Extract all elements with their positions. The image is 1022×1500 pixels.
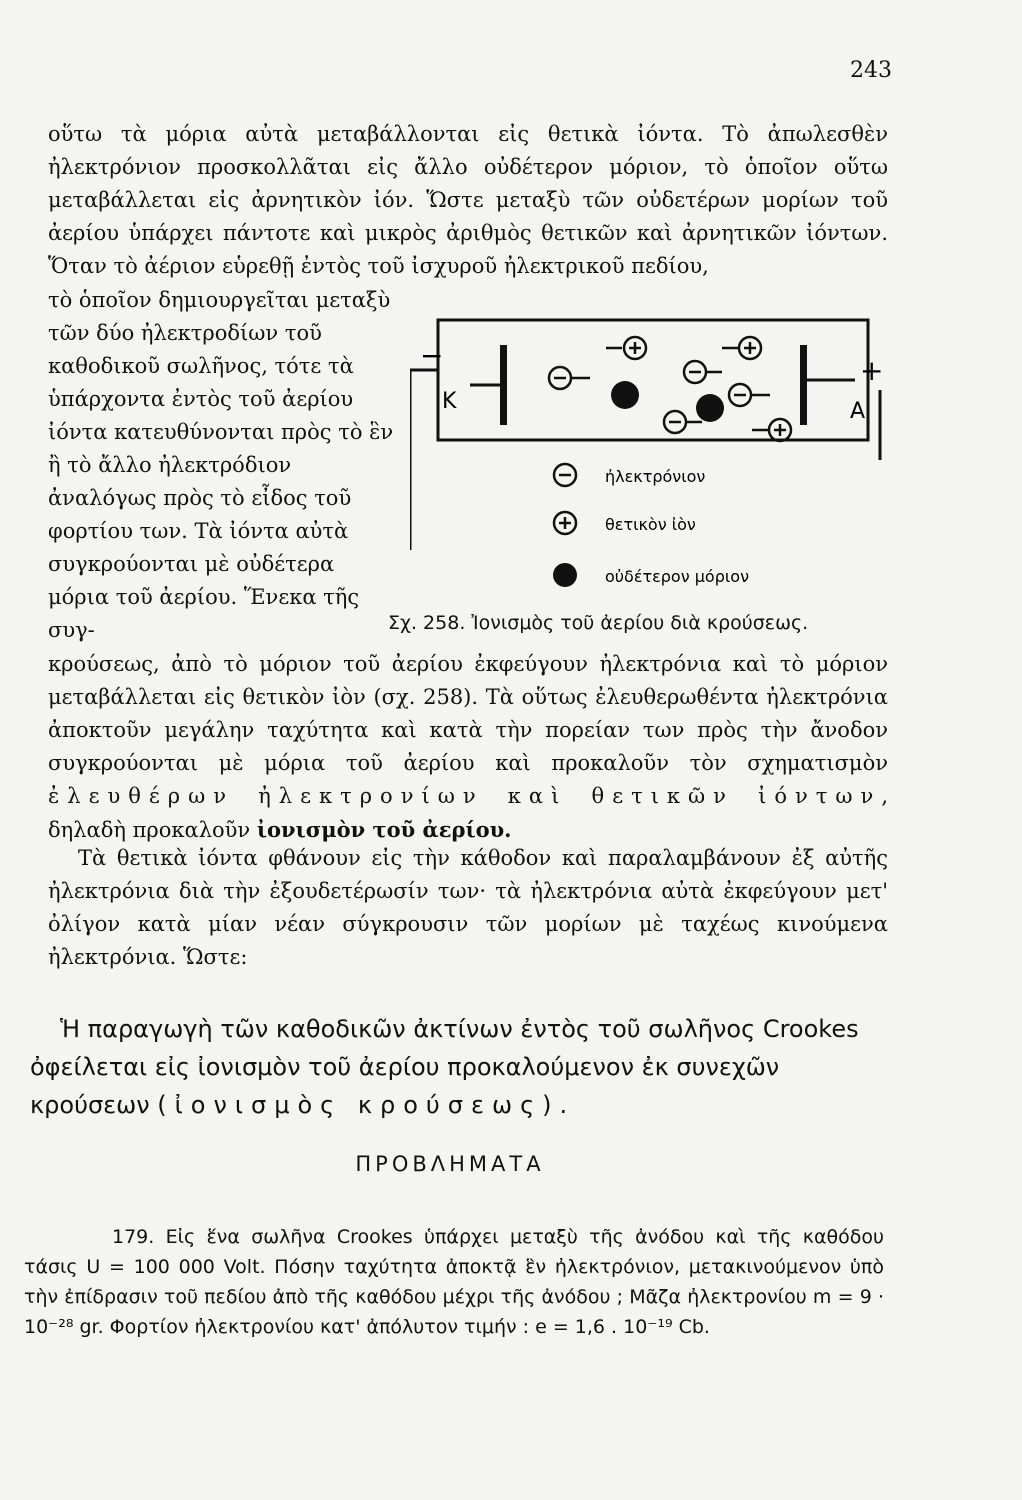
neutral-molecule-2 [696, 394, 724, 422]
anode-label: A [850, 399, 866, 424]
problem-179 [24, 1222, 884, 1342]
legend-label-electron: ἠλεκτρόνιον [605, 467, 706, 486]
section-heading: ΠΡΟΒΛΗΜΑΤΑ [355, 1152, 545, 1176]
problem-number: 179. [112, 1226, 155, 1248]
left-column-text: τὸ ὁποῖον δημιουργεῖται μεταξὺ τῶν δύο ἠλεκτροδίων τοῦ καθοδικοῦ σωλῆνος, τότε τὰ ὑπάρχοντα ἐντὸς τοῦ ἀερίου ἰόντα κατευθύνονται πρὸς τὸ ἓν ἢ τὸ ἄλλο ἠλεκτρόδιον ἀναλόγως πρὸς τὸ εἶδος τοῦ φορτίου των. Τὰ ἰόντα αὐτὰ συγκρούονται μὲ οὐδέτερα μόρια τοῦ ἀερίου. Ἕνεκα τῆς συγ- [48, 288, 394, 642]
thesis-spaced: (ἰονισμὸς κρούσεως). [157, 1091, 576, 1119]
plus-sign: + [860, 354, 884, 387]
legend-label-ion: θετικὸν ἰὸν [605, 515, 696, 534]
thesis-text: Ἡ παραγωγὴ τῶν καθοδικῶν ἀκτίνων ἐντὸς τοῦ σωλῆνος Crookes ὀφείλεται εἰς ἰονισμὸν τοῦ ἀερίου προκαλούμενον ἐκ συνεχῶν κρούσεων [30, 1015, 859, 1119]
cathode-label: K [442, 389, 457, 414]
legend-neutral-icon [553, 563, 577, 587]
page-number: 243 [850, 58, 892, 83]
paragraph-3: Τὰ θετικὰ ἰόντα φθάνουν εἰς τὴν κάθοδον καὶ παραλαμβάνουν ἐξ αὐτῆς ἠλεκτρόνια διὰ τὴν ἐξουδετέρωσίν των· τὰ ἠλεκτρόνια αὐτὰ ἐκφεύγουν μετ' ὀλίγον κατὰ μίαν νέαν σύγκρουσιν τῶν μορίων μὲ ταχέως κινούμενα ἠλεκτρόνια. Ὥστε: [48, 846, 888, 969]
paragraph-2-text: κρούσεως, ἀπὸ τὸ μόριον τοῦ ἀερίου ἐκφεύγουν ἠλεκτρόνια καὶ τὸ μόριον μεταβάλλεται εἰς θετικὸν ἰὸν (σχ. 258). Τὰ οὕτως ἐλευθερωθέντα ἠλεκτρόνια ἀποκτοῦν μεγάλην ταχύτητα καὶ κατὰ τὴν πορείαν των πρὸς τὴν ἄνοδον συγκρούονται μὲ μόρια τοῦ ἀερίου καὶ προκαλοῦν τὸν σχηματισμὸν [48, 652, 888, 775]
paragraph-2 [48, 648, 888, 847]
problem-text: Εἰς ἕνα σωλῆνα Crookes ὑπάρχει μεταξὺ τῆς ἀνόδου καὶ τῆς καθόδου τάσις U = 100 000 Volt. Πόσην ταχύτητα ἀποκτᾷ ἓν ἠλεκτρόνιον, μετακινούμενον ὑπὸ τὴν ἐπίδρασιν τοῦ πεδίου ἀπὸ τῆς καθόδου μέχρι τῆς ἀνόδου ; Μᾶζα ἠλεκτρονίου m = 9 · 10⁻²⁸ gr. Φορτίον ἠλεκτρονίου κατ' ἀπόλυτον τιμήν : e = 1,6 . 10⁻¹⁹ Cb. [24, 1226, 884, 1338]
figure-caption: Σχ. 258. Ἰονισμὸς τοῦ ἀερίου διὰ κρούσεως. [388, 612, 809, 634]
anode-plate [800, 345, 807, 425]
paragraph-1: οὕτω τὰ μόρια αὐτὰ μεταβάλλονται εἰς θετικὰ ἰόντα. Τὸ ἀπωλεσθὲν ἠλεκτρόνιον προσκολλᾶται εἰς ἄλλο οὐδέτερον μόριον, τὸ ὁποῖον οὕτω μεταβάλλεται εἰς ἀρνητικὸν ἰόν. Ὥστε μεταξὺ τῶν οὐδετέρων μορίων τοῦ ἀερίου ὑπάρχει πάντοτε καὶ μικρὸς ἀριθμὸς θετικῶν καὶ ἀρνητικῶν ἰόντων. Ὅταν τὸ ἀέριον εὑρεθῇ ἐντὸς τοῦ ἰσχυροῦ ἠλεκτρικοῦ πεδίου, [48, 122, 888, 278]
figure-ionization [410, 300, 890, 660]
thesis-statement [30, 1010, 890, 1124]
paragraph-2-spaced: ἐλευθέρων ἠλεκτρονίων καὶ θετικῶν ἰόντων [48, 784, 882, 808]
legend-label-neutral: οὐδέτερον μόριον [605, 567, 749, 586]
minus-sign: − [420, 339, 444, 372]
neutral-molecule-1 [611, 381, 639, 409]
paragraph-2-bold: ἰονισμὸν τοῦ ἀερίου. [256, 817, 512, 842]
paragraph-2-mid: , δηλαδὴ προκαλοῦν [48, 784, 888, 842]
